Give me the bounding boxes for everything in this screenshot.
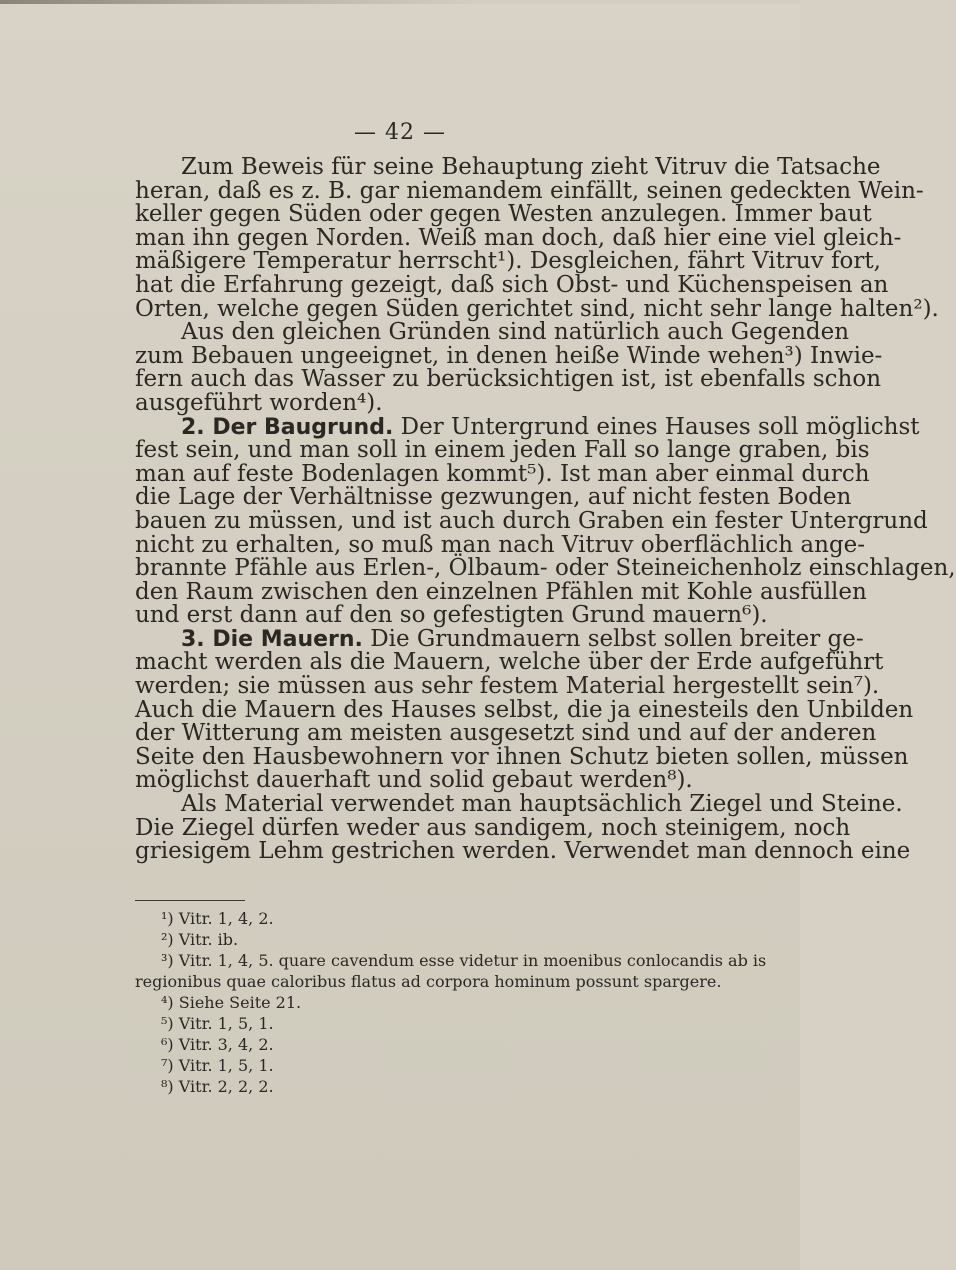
text-line: macht werden als die Mauern, welche über der Erde aufgeführt: [135, 649, 884, 676]
text-line: man auf feste Bodenlagen kommt⁵). Ist man aber einmal durch: [135, 460, 870, 487]
footnote-rule: [135, 900, 245, 901]
text-line: fest sein, und man soll in einem jeden Fall so lange graben, bis: [135, 437, 870, 464]
footnote: ²) Vitr. ib.: [161, 930, 239, 949]
footnotes: [135, 908, 767, 1097]
text-line: Seite den Hausbewohnern vor ihnen Schutz bieten sollen, müssen: [135, 743, 909, 770]
footnote: ⁸) Vitr. 2, 2, 2.: [161, 1077, 274, 1096]
text-line: 3. Die Mauern. Die Grundmauern selbst sollen breiter ge-: [181, 625, 864, 652]
text-line: man ihn gegen Norden. Weiß man doch, daß hier eine viel gleich-: [135, 224, 902, 251]
text-line: ausgeführt worden⁴).: [135, 389, 383, 416]
footnote: ⁶) Vitr. 3, 4, 2.: [161, 1035, 274, 1054]
footnote: ⁷) Vitr. 1, 5, 1.: [161, 1056, 274, 1075]
text-line: Orten, welche gegen Süden gerichtet sind, nicht sehr lange halten²).: [135, 295, 939, 322]
text-line: hat die Erfahrung gezeigt, daß sich Obst- und Küchenspeisen an: [135, 271, 889, 298]
text-line: Zum Beweis für seine Behauptung zieht Vitruv die Tatsache: [181, 154, 881, 180]
text-line: fern auch das Wasser zu berücksichtigen ist, ist ebenfalls schon: [135, 366, 882, 393]
body-text: [135, 154, 956, 865]
text-line: Aus den gleichen Gründen sind natürlich auch Gegenden: [181, 319, 850, 346]
text-line: mäßigere Temperatur herrscht¹). Desgleichen, fährt Vitruv fort,: [135, 248, 881, 275]
section-heading: 2. Der Baugrund.: [181, 414, 394, 440]
footnote: ³) Vitr. 1, 4, 5. quare cavendum esse videtur in moenibus conlocandis ab is: [161, 951, 767, 970]
text-line: der Witterung am meisten ausgesetzt sind und auf der anderen: [135, 720, 877, 747]
text-line: Die Ziegel dürfen weder aus sandigem, noch steinigem, noch: [135, 814, 851, 841]
text-line: und erst dann auf den so gefestigten Grund mauern⁶).: [135, 602, 768, 629]
footnote: ⁵) Vitr. 1, 5, 1.: [161, 1014, 274, 1033]
text-line: keller gegen Süden oder gegen Westen anzulegen. Immer baut: [135, 201, 872, 228]
scan-edge: [0, 0, 800, 4]
text-line: Als Material verwendet man hauptsächlich Ziegel und Steine.: [181, 791, 903, 818]
footnote: ¹) Vitr. 1, 4, 2.: [161, 909, 274, 928]
footnote: ⁴) Siehe Seite 21.: [161, 993, 302, 1012]
text-line: die Lage der Verhältnisse gezwungen, auf nicht festen Boden: [135, 484, 852, 511]
text-line: den Raum zwischen den einzelnen Pfählen mit Kohle ausfüllen: [135, 578, 867, 605]
text-line: griesigem Lehm gestrichen werden. Verwendet man dennoch eine: [135, 838, 911, 865]
text-line: nicht zu erhalten, so muß man nach Vitruv oberflächlich ange-: [135, 531, 866, 558]
footnote: regionibus quae caloribus flatus ad corpora hominum possunt spargere.: [135, 972, 722, 991]
text-line: zum Bebauen ungeeignet, in denen heiße Winde wehen³) Inwie-: [135, 342, 883, 369]
section-heading: 3. Die Mauern.: [181, 626, 363, 652]
text-line: Auch die Mauern des Hauses selbst, die ja einesteils den Unbilden: [135, 696, 914, 723]
text-line: heran, daß es z. B. gar niemandem einfällt, seinen gedeckten Wein-: [135, 177, 924, 204]
text-line: 2. Der Baugrund. Der Untergrund eines Hauses soll möglichst: [181, 413, 920, 440]
text-line: bauen zu müssen, und ist auch durch Graben ein fester Untergrund: [135, 507, 928, 534]
text-line: möglichst dauerhaft und solid gebaut werden⁸).: [135, 767, 693, 794]
page-number: — 42 —: [354, 120, 446, 145]
text-line: brannte Pfähle aus Erlen-, Ölbaum- oder Steineichenholz einschlagen,: [135, 555, 956, 582]
text-line: werden; sie müssen aus sehr festem Material hergestellt sein⁷).: [135, 673, 880, 700]
